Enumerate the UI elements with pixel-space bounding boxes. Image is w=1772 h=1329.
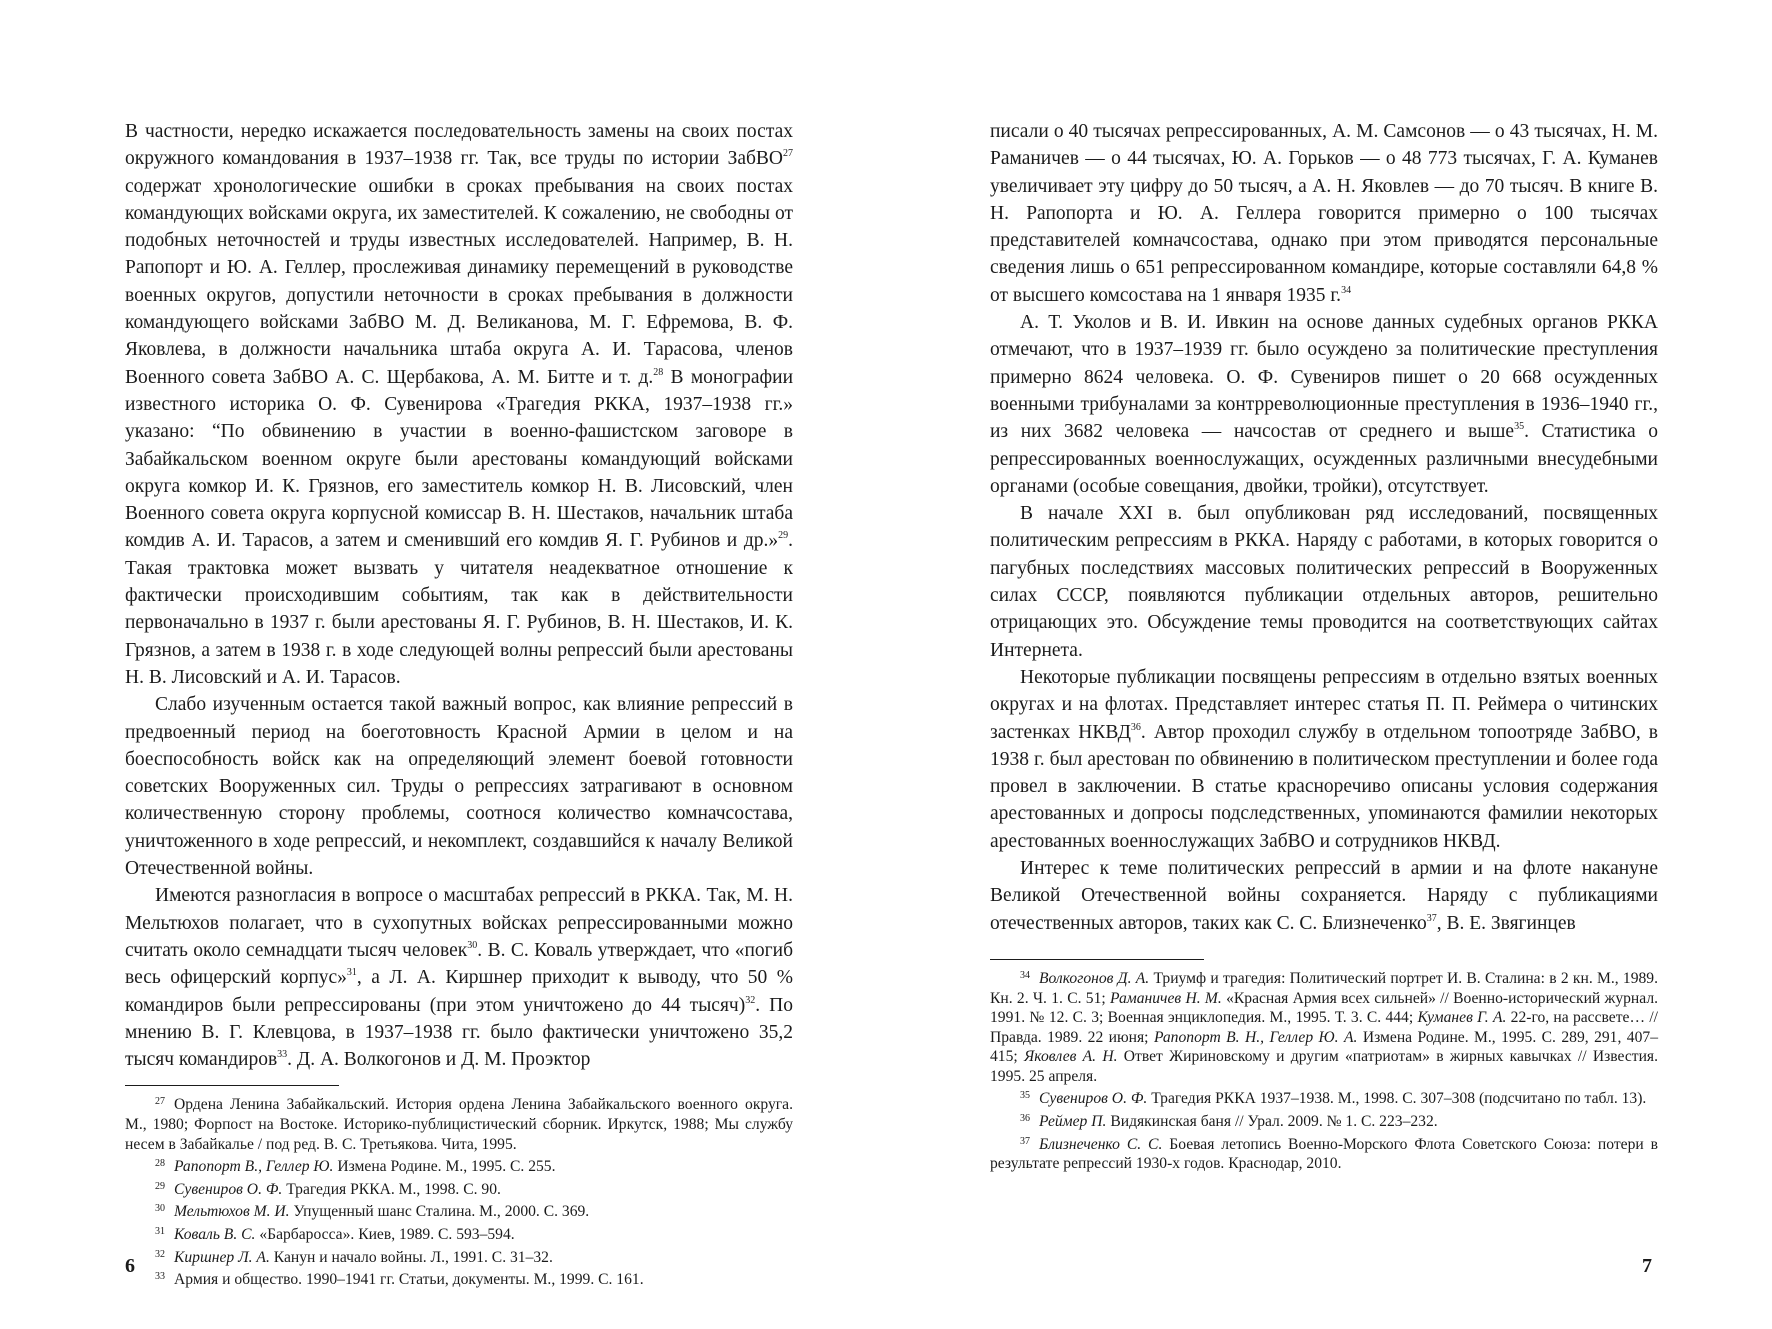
footnote-ref[interactable]: 34 [1341, 284, 1352, 296]
footnote-ref[interactable]: 35 [1514, 421, 1525, 433]
right-page [990, 118, 1658, 1174]
page-number-right: 7 [1642, 1255, 1652, 1277]
paragraph: А. Т. Уколов и В. И. Ивкин на основе данных судебных органов РККА отмечают, что в 1937–1939 гг. было осуждено за политические преступления примерно 8624 человека. О. Ф. Сувениров пишет о 20 668 осужденных военными трибуналами за контрреволюционные преступления в 1936–1940 гг., из них 3682 человека — начсостав от среднего и выше$^{35}$. Статистика о репрессированных военнослужащих, осужденных различными внесудебными органами (особые совещания, двойки, тройки), отсутствует. [990, 312, 1658, 497]
footnote: $^{37}$ Близнеченко С. С. Боевая летопись Военно-Морского Флота Советского Союза: потери в результате репрессий 1930-х годов. Краснодар, 2010. [990, 1135, 1658, 1173]
paragraph: Слабо изученным остается такой важный вопрос, как влияние репрессий в предвоенный период на боеготовность Красной Армии в целом и на боеспособность войск как на определяющий элемент боевой готовности советских Вооруженных сил. Труды о репрессиях затрагивают в основном количественную сторону проблемы, соотнося количество комначсостава, уничтоженного в ходе репрессий, и некомплект, создавшийся к началу Великой Отечественной войны. [125, 694, 793, 880]
footnote-ref[interactable]: 33 [277, 1049, 288, 1061]
footnote-ref[interactable]: 27 [783, 148, 793, 160]
paragraph: Имеются разногласия в вопросе о масштабах репрессий в РККА. Так, М. Н. Мельтюхов полагает, что в сухопутных войсках репрессированными можно считать около семнадцати тысяч человек$^{30}$. В. С. Коваль утверждает, что «погиб весь офицерский корпус»$^{31}$, а Л. А. Киршнер приходит к выводу, что 50 % командиров были репрессированы (при этом уничтожено до 44 тысяч)$^{32}$. По мнению В. Г. Клевцова, в 1937–1938 гг. было фактически уничтожено 35,2 тысяч командиров$^{33}$. Д. А. Волкогонов и Д. М. Проэктор [125, 885, 794, 1071]
paragraph: В частности, нередко искажается последовательность замены на своих постах окружного командования в 1937–1938 гг. Так, все труды по истории ЗабВО$^{27}$ содержат хронологические ошибки в сроках пребывания на своих постах командующих войсками округа, их заместителей. К сожалению, не свободны от подобных неточностей и труды известных исследователей. Например, В. Н. Рапопорт и Ю. А. Геллер, прослеживая динамику перемещений в руководстве военных округов, допустили неточности в сроках пребывания в должности командующего войсками ЗабВО М. Д. Великанова, М. Г. Ефремова, В. Ф. Яковлева, в должности начальника штаба округа А. И. Тарасова, членов Военного совета ЗабВО А. С. Щербакова, А. М. Битте и т. д.$^{28}$ В монографии известного историка О. Ф. Сувенирова «Трагедия РККА, 1937–1938 гг.» указано: “По обвинению в участии в военно-фашистском заговоре в Забайкальском военном округе были арестованы командующий войсками округа комкор И. К. Грязнов, его заместитель комкор Н. В. Лисовский, член Военного совета округа корпусной комиссар В. Н. Шестаков, начальник штаба комдив А. И. Тарасов, а затем и сменивший его комдив Я. Г. Рубинов и др.»$^{29}$. Такая трактовка может вызвать у читателя неадекватное отношение к фактически происходившим событиям, так как в действительности первоначально в 1937 г. были арестованы Я. Г. Рубинов, В. Н. Шестаков, И. К. Грязнов, а затем в 1938 г. в ходе следующей волны репрессий были арестованы Н. В. Лисовский и А. И. Тарасов. [125, 121, 793, 688]
page-number-left: 6 [125, 1255, 135, 1277]
footnote-ref[interactable]: 28 [653, 366, 664, 378]
paragraph: В начале XXI в. был опубликован ряд исследований, посвященных политическим репрессиям в РККА. Наряду с работами, в которых говорится о пагубных последствиях массовых политических репрессий в Вооруженных силах СССР, появляются публикации отдельных авторов, решительно отрицающих это. Обсуждение темы проводится на соответствующих сайтах Интернета. [990, 503, 1658, 661]
footnote: $^{31}$ Коваль В. С. «Барбаросса». Киев, 1989. С. 593–594. [155, 1225, 515, 1243]
footnote-divider [990, 959, 1204, 960]
footnote-ref[interactable]: 36 [1130, 721, 1141, 733]
footnote: $^{32}$ Киршнер Л. А. Канун и начало войны. Л., 1991. С. 31–32. [155, 1248, 553, 1266]
left-page [125, 118, 793, 1290]
footnote: $^{36}$ Реймер П. Видякинская баня // Урал. 2009. № 1. С. 223–232. [1020, 1113, 1438, 1131]
footnote: $^{33}$ Армия и общество. 1990–1941 гг. Статьи, документы. М., 1999. С. 161. [155, 1271, 644, 1289]
footnote-ref[interactable]: 31 [346, 967, 357, 979]
right-footnotes [990, 966, 1658, 1174]
footnote: $^{35}$ Сувениров О. Ф. Трагедия РККА 1937–1938. М., 1998. С. 307–308 (подсчитано по табл. 13). [1020, 1090, 1647, 1108]
paragraph: Интерес к теме политических репрессий в армии и на флоте накануне Великой Отечественной войны сохраняется. Наряду с публикациями отечественных авторов, таких как С. С. Близнеченко$^{37}$, В. Е. Звягинцев [990, 858, 1658, 934]
footnote: $^{29}$ Сувениров О. Ф. Трагедия РККА. М., 1998. С. 90. [155, 1180, 501, 1198]
footnote-ref[interactable]: 29 [778, 530, 789, 542]
left-footnotes [125, 1092, 793, 1289]
left-body-text [125, 118, 793, 1073]
paragraph: Некоторые публикации посвящены репрессиям в отдельно взятых военных округах и на флотах. Представляет интерес статья П. П. Реймера о читинских застенках НКВД$^{36}$. Автор проходил службу в отдельном топоотряде ЗабВО, в 1938 г. был арестован по обвинению в политическом преступлении и более года провел в заключении. В статье красноречиво описаны условия содержания арестованных и допросы подследственных, упоминаются фамилии некоторых арестованных военнослужащих ЗабВО и сотрудников НКВД. [990, 666, 1658, 852]
footnote-divider [125, 1085, 339, 1086]
footnote-ref[interactable]: 30 [467, 939, 478, 951]
footnote: $^{28}$ Рапопорт В., Геллер Ю. Измена Родине. М., 1995. С. 255. [155, 1158, 556, 1176]
footnote-ref[interactable]: 32 [745, 994, 756, 1006]
footnote: $^{30}$ Мельтюхов М. И. Упущенный шанс Сталина. М., 2000. С. 369. [155, 1203, 590, 1221]
paragraph: писали о 40 тысячах репрессированных, А. М. Самсонов — о 43 тысячах, Н. М. Раманичев — о 44 тысячах, Ю. А. Горьков — о 48 773 тысячах, Г. А. Куманев увеличивает эту цифру до 50 тысяч, а А. Н. Яковлев — до 70 тысяч. В книге В. Н. Рапопорта и Ю. А. Геллера говорится примерно о 100 тысячах представителей комначсостава, однако при этом приводятся персональные сведения лишь о 651 репрессированном командире, которые составляли 64,8 % от высшего комсостава на 1 января 1935 г.$^{34}$ [990, 121, 1658, 306]
footnote-ref[interactable]: 37 [1426, 912, 1437, 924]
right-body-text [990, 118, 1658, 937]
footnote: $^{34}$ Волкогонов Д. А. Триумф и трагедия: Политический портрет И. В. Сталина: в 2 кн. М., 1989. Кн. 2. Ч. 1. С. 51; Раманичев Н. М. «Красная Армия всех сильней» // Военно-исторический журнал. 1991. № 12. С. 3; Военная энциклопедия. М., 1995. Т. 3. С. 444; Куманев Г. А. 22-го, на рассвете… // Правда. 1989. 22 июня; Рапопорт В. Н., Геллер Ю. А. Измена Родине. М., 1995. С. 289, 291, 407–415; Яковлев А. Н. Ответ Жириновскому и другим «патриотам» в жирных кавычках // Известия. 1995. 25 апреля. [990, 969, 1659, 1085]
footnote: $^{27}$ Ордена Ленина Забайкальский. История ордена Ленина Забайкальского военного округа. М., 1980; Форпост на Востоке. Историко-публицистический сборник. Иркутск, 1988; Мы службу несем в Забайкалье / под ред. В. С. Третьякова. Чита, 1995. [125, 1096, 793, 1153]
